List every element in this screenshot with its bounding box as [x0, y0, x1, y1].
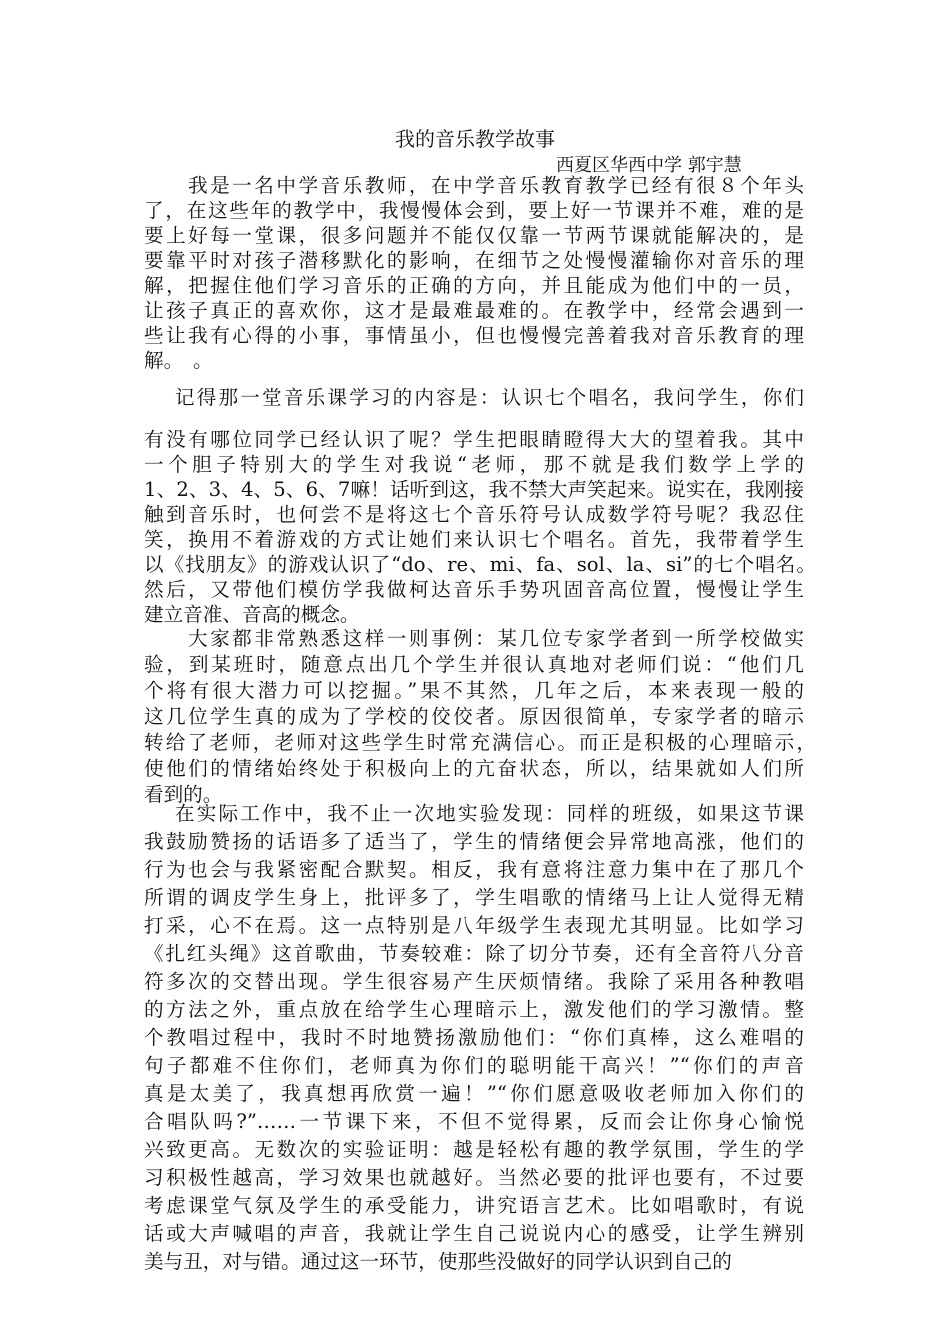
- body-line: 然后，又带他们模仿学我做柯达音乐手势巩固音高位置，慢慢让学生: [144, 578, 804, 601]
- body-line: 个教唱过程中，我时不时地赞扬激励他们：“你们真棒，这么难唱的: [144, 1026, 804, 1049]
- body-line: 验，到某班时，随意点出几个学生并很认真地对老师们说：“他们几: [144, 653, 804, 676]
- document-title: 我的音乐教学故事: [395, 127, 555, 151]
- body-line: 有没有哪位同学已经认识了呢？学生把眼睛瞪得大大的望着我。其中: [144, 428, 804, 451]
- body-line: 大家都非常熟悉这样一则事例：某几位专家学者到一所学校做实: [188, 627, 804, 650]
- body-line: 触到音乐时，也何尝不是将这七个音乐符号认成数学符号呢？我忍住: [144, 503, 804, 526]
- body-line: 在实际工作中，我不止一次地实验发现：同样的班级，如果这节课: [175, 802, 804, 825]
- body-line: 个将有很大潜力可以挖掘。”果不其然，几年之后，本来表现一般的: [144, 679, 804, 702]
- body-line: 解，把握住他们学习音乐的正确的方向，并且能成为他们中的一员，: [144, 274, 804, 297]
- body-line: 转给了老师，老师对这些学生时常充满信心。而正是积极的心理暗示，: [144, 731, 816, 754]
- body-line: 真是太美了，我真想再欣赏一遍！”“你们愿意吸收老师加入你们的: [144, 1082, 804, 1105]
- body-line: 记得那一堂音乐课学习的内容是：认识七个唱名，我问学生，你们: [175, 386, 804, 409]
- body-line: 话或大声喊唱的声音，我就让学生自己说说内心的感受，让学生辨别: [144, 1222, 804, 1245]
- body-line: 些让我有心得的小事，事情虽小，但也慢慢完善着我对音乐教育的理: [144, 324, 804, 347]
- author-line: 西夏区华西中学 郭宇慧: [556, 155, 742, 176]
- body-line: 我是一名中学音乐教师，在中学音乐教育教学已经有很８个年头: [188, 174, 804, 197]
- body-line: 打采，心不在焉。这一点特别是八年级学生表现尤其明显。比如学习: [144, 914, 804, 937]
- body-line: 使他们的情绪始终处于积极向上的亢奋状态，所以，结果就如人们所: [144, 757, 804, 780]
- body-line: 建立音准、音高的概念。: [144, 603, 360, 626]
- body-line: 让孩子真正的喜欢你，这才是最难最难的。在教学中，经常会遇到一: [144, 299, 804, 322]
- body-line: 以《找朋友》的游戏认识了“do、re、mi、fa、sol、la、si”的七个唱名。: [144, 553, 816, 576]
- body-line: 美与丑，对与错。通过这一环节，使那些没做好的同学认识到自己的: [144, 1250, 732, 1273]
- body-line: 我鼓励赞扬的话语多了适当了，学生的情绪便会异常地高涨，他们的: [144, 830, 804, 853]
- body-line: 这几位学生真的成为了学校的佼佼者。原因很简单，专家学者的暗示: [144, 705, 804, 728]
- body-line: 习积极性越高，学习效果也就越好。当然必要的批评也要有，不过要: [144, 1166, 804, 1189]
- body-line: 《扎红头绳》这首歌曲，节奏较难：除了切分节奏，还有全音符八分音: [144, 942, 804, 965]
- body-line: 句子都难不住你们，老师真为你们的聪明能干高兴！”“你们的声音: [144, 1054, 804, 1077]
- body-line: 行为也会与我紧密配合默契。相反，我有意将注意力集中在了那几个: [144, 858, 804, 881]
- body-line: 要上好每一堂课，很多问题并不能仅仅靠一节两节课就能解决的，是: [144, 224, 804, 247]
- body-line: 笑，换用不着游戏的方式让她们来认识七个唱名。首先，我带着学生: [144, 528, 804, 551]
- body-line: 合唱队吗?”……一节课下来，不但不觉得累，反而会让你身心愉悦: [144, 1110, 804, 1133]
- body-line: 1、2、3、4、5、6、7嘛！话听到这，我不禁大声笑起来。说实在，我刚接: [144, 478, 804, 501]
- body-line: 所谓的调皮学生身上，批评多了，学生唱歌的情绪马上让人觉得无精: [144, 886, 804, 909]
- body-line: 一个胆子特别大的学生对我说“老师，那不就是我们数学上学的: [144, 453, 804, 476]
- body-line: 的方法之外，重点放在给学生心理暗示上，激发他们的学习激情。整: [144, 998, 804, 1021]
- body-line: 考虑课堂气氛及学生的承受能力，讲究语言艺术。比如唱歌时，有说: [144, 1194, 804, 1217]
- body-line: 解。 。: [144, 349, 213, 372]
- body-line: 符多次的交替出现。学生很容易产生厌烦情绪。我除了采用各种教唱: [144, 970, 804, 993]
- body-line: 兴致更高。无数次的实验证明：越是轻松有趣的教学氛围，学生的学: [144, 1138, 804, 1161]
- body-line: 看到的。: [144, 783, 223, 806]
- body-line: 要靠平时对孩子潜移默化的影响，在细节之处慢慢灌输你对音乐的理: [144, 249, 804, 272]
- body-line: 了，在这些年的教学中，我慢慢体会到，要上好一节课并不难，难的是: [144, 199, 804, 222]
